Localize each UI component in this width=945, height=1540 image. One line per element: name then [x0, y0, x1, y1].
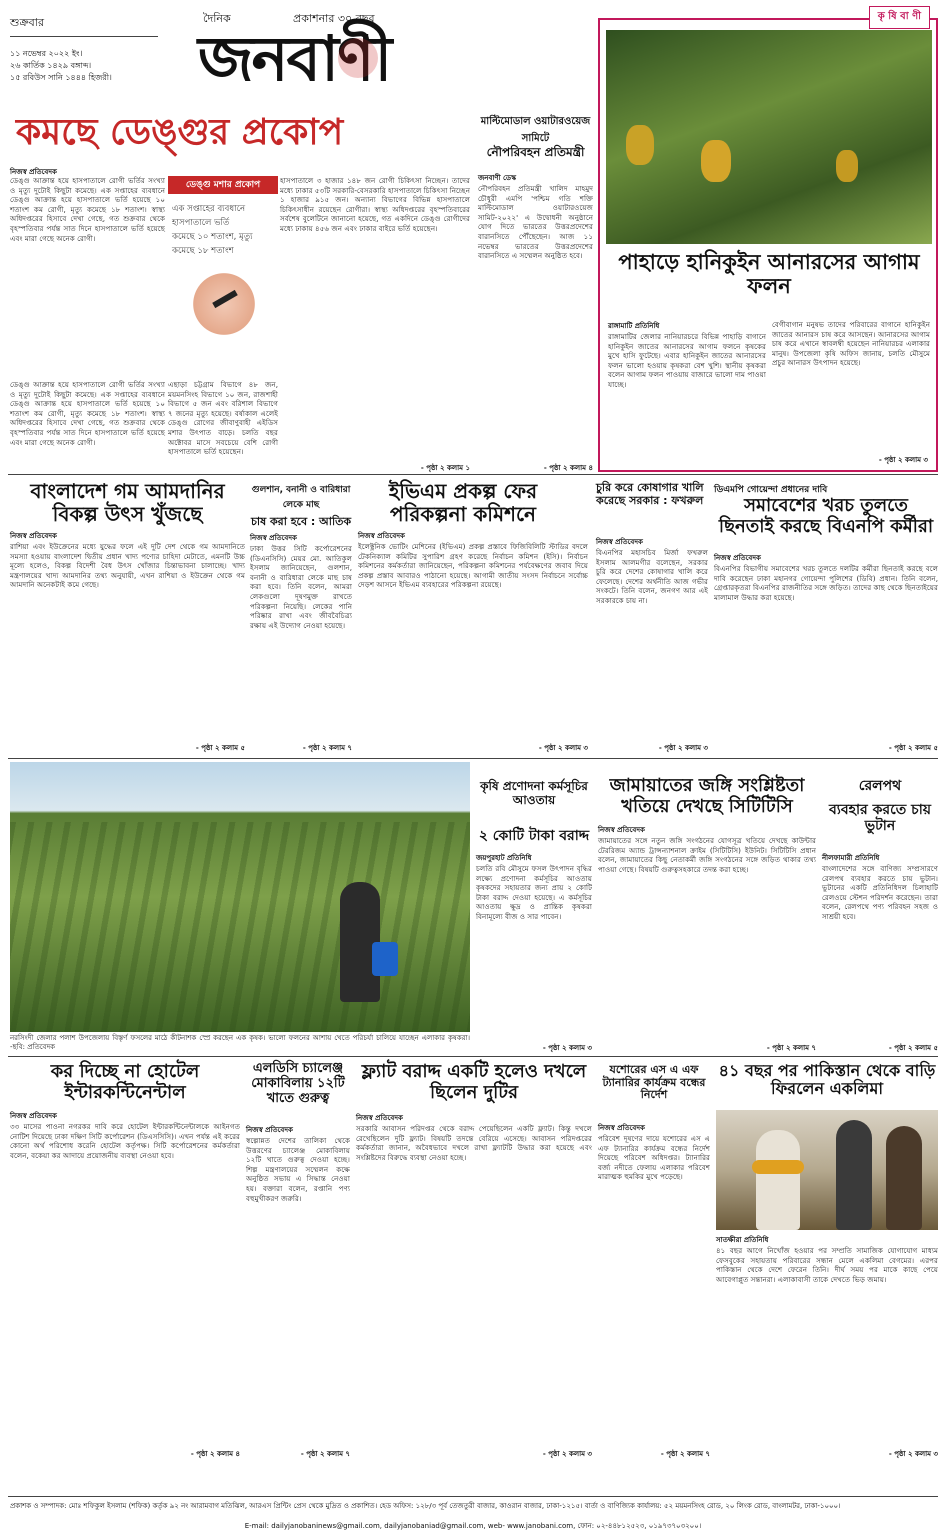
section-divider — [8, 758, 938, 759]
jessore-jump: - পৃষ্ঠা ২ কলাম ৭ — [660, 1450, 710, 1458]
section-divider — [8, 1056, 938, 1057]
rail-jump: - পৃষ্ঠা ২ কলাম ৫ — [888, 1044, 938, 1052]
day-label: শুক্রবার — [10, 16, 45, 29]
pakistan-jump: - পৃষ্ঠা ২ কলাম ৩ — [888, 1450, 938, 1458]
fish-kicker: গুলশান, বনানী ও বারিধারা লেকে মাছ — [251, 485, 351, 510]
import-text: রাশিয়া এবং ইউক্রেনের মধ্যে যুদ্ধের ফলে এই দুটি দেশ থেকে গম আমদানিতে সমস্যা হওয়ায় বাংলাদেশ দ্বিতীয় প্রধান খাদ্য পণ্যের চাহিদা মেটাতে, এমনটি উচ্চ মূল্যে হলেও, বিকল্প বিদেশী বৈধ উৎস খোঁজার চিন্তাভাবনা চালাচ্ছে। খাদ্য মন্ত্রণালয়ের খাদ্য আমদানির তথ্য অনুযায়ী, এখন রাশিয়া ও ইউক্রেন থেকে গম আমদানি অনেকটাই কমে গেছে। — [10, 542, 245, 590]
pineapple-fruit — [836, 150, 858, 182]
person-figure — [836, 1120, 872, 1230]
fish-jump: - পৃষ্ঠা ২ কলাম ৭ — [302, 744, 352, 752]
pineapple-fruit — [701, 140, 731, 182]
treasury-text: বিএনপির মহাসচিব মির্জা ফখরুল ইসলাম আলমগীর বলেছেন, সরকার চুরি করে দেশের কোষাগার খালি করে ফেলেছে। দেশের অর্থনীতি আজ গভীর সংকটে। তিনি বলেন, জনগণ আর এই সরকারকে চায় না। — [596, 548, 708, 605]
pakistan-text: ৪১ বছর আগে নিখোঁজ হওয়ার পর সম্প্রতি সামাজিক যোগাযোগ মাধ্যম ফেসবুকের সহায়তায় পরিবারের সন্ধান মেলে একলিমা বেগমের। এরপর পাকিস্তান থেকে দেশে ফেরেন তিনি। দীর্ঘ সময় পর মাকে কাছে পেয়ে আবেগাপ্লুত সন্তানরা। এলাকাবাসী তাকে দেখতে ভিড় জমায়। — [716, 1246, 938, 1284]
treasury-jump: - পৃষ্ঠা ২ কলাম ৩ — [658, 744, 708, 752]
waterways-byline: জনবাণী ডেস্ক — [478, 174, 517, 182]
farmer-spraying-photo — [10, 762, 470, 1032]
ldc-jump: - পৃষ্ঠা ২ কলাম ৭ — [300, 1450, 350, 1458]
dengue-headline: কমছে ডেঙ্গুর প্রকোপ — [16, 112, 344, 153]
fish-headline: চাষ করা হবে : আতিক — [250, 515, 352, 528]
flat-text: সরকারি আবাসন পরিদপ্তর থেকে বরাদ্দ পেয়েছিলেন একটি ফ্ল্যাট। কিন্তু দখলে রেখেছিলেন দুটি ফ্ল্যাট। বিষয়টি তদন্তে বেরিয়ে এসেছে। আবাসন পরিদপ্তরের কর্মকর্তারা জানান, অবৈধভাবে দখলে রাখা ফ্ল্যাটটি উদ্ধার করা হয়েছে এবং সংশ্লিষ্টদের বিরুদ্ধে ব্যবস্থা নেওয়া হচ্ছে। — [356, 1124, 592, 1162]
rail-headline: ব্যবহার করতে চায় ভুটান — [829, 802, 931, 835]
anniversary-label: প্রকাশনার ৩০ বছর — [293, 12, 375, 25]
dengue-byline: নিজস্ব প্রতিবেদক — [10, 168, 57, 176]
hotel-jump: - পৃষ্ঠা ২ কলাম ৪ — [190, 1450, 240, 1458]
sprayer-tank — [372, 942, 398, 976]
date-hijri: ১৫ রবিউস সানি ১৪৪৪ হিজরী। — [10, 73, 112, 82]
flat-headline: ফ্ল্যাট বরাদ্দ একটি হলেও দখলে ছিলেন দুটির — [361, 1061, 587, 1103]
agri-fund-byline: জয়পুরহাট প্রতিনিধি — [476, 854, 532, 862]
fish-byline: নিজস্ব প্রতিবেদক — [250, 534, 297, 542]
import-headline: বাংলাদেশ গম আমদানির বিকল্প উৎস খুঁজছে — [30, 479, 225, 526]
person-figure — [886, 1126, 922, 1230]
jamaat-text: জামায়াতের সঙ্গে নতুন জঙ্গি সংগঠনের যোগসূত্র খতিয়ে দেখছে কাউন্টার টেররিজম অ্যান্ড ট্রান্সন্যাশনাল ক্রাইম (সিটিটিসি) ইউনিট। সিটিটিসি প্রধান বলেন, জামায়াতের কিছু নেতাকর্মী জঙ্গি সংগঠনের সঙ্গে জড়িত থাকার তথ্য পাওয়া গেছে। বিষয়টি গুরুত্বসহকারে তদন্ত করা হচ্ছে। — [598, 836, 816, 874]
hotel-byline: নিজস্ব প্রতিবেদক — [10, 1112, 57, 1120]
waterways-kicker: মাল্টিমোডাল ওয়াটারওয়েজ সামিটে — [480, 116, 591, 144]
logo-accent — [338, 38, 378, 78]
rally-headline: সমাবেশের খরচ তুলতে ছিনতাই করছে বিএনপি কর্মীরা — [718, 495, 934, 537]
agri-fund-headline: ২ কোটি টাকা বরাদ্দ — [478, 828, 590, 844]
footer-divider — [8, 1496, 938, 1497]
jessore-text: পরিবেশ দূষণের দায়ে যশোরের এস এ এফ ট্যানারির কার্যক্রম বন্ধের নির্দেশ দিয়েছে পরিবেশ অধিদপ্তর। ট্যানারির বর্জ্য নদীতে ফেলায় এলাকার পরিবেশ মারাত্মক হুমকির মুখে পড়েছে। — [598, 1134, 710, 1182]
import-jump: - পৃষ্ঠা ২ কলাম ৫ — [195, 744, 245, 752]
pakistan-byline: সাতক্ষীরা প্রতিনিধি — [716, 1236, 769, 1244]
footer-contact: E-mail: dailyjanobaninews@gmail.com, dailyjanobaniad@gmail.com, web- www.janobani.com, ফোন: ০২-৪৪৮১২৫২৩, ০১৯৭৩৭০৩২০০। — [244, 1522, 702, 1530]
dengue-infobox — [168, 176, 278, 376]
dengue-text-col3: এছাড়া চট্টগ্রাম বিভাগে ৪৮ জন, ময়মনসিংহ বিভাগে ১০ জন, রাজশাহী বিভাগে ৫ জন এবং বরিশাল বিভাগে ৭ জনের মৃত্যু হয়েছে। বর্ষাকাল এলেই ডেঙ্গু রোগের জীবাণুবাহী এইডিস মশার উৎপাত বাড়ে। চলতি বছর অক্টোবর মাসে সবচেয়ে বেশি রোগী হাসপাতালে ভর্তি হয়েছেন। — [168, 380, 278, 457]
treasury-byline: নিজস্ব প্রতিবেদক — [596, 538, 643, 546]
dengue-infobox-line: হাসপাতালে ভর্তি — [172, 218, 230, 228]
treasury-headline: চুরি করে কোষাগার খালি করেছে সরকার : ফখরুল — [596, 481, 704, 507]
evm-jump: - পৃষ্ঠা ২ কলাম ৩ — [538, 744, 588, 752]
evm-text: ইলেক্ট্রনিক ভোটিং মেশিনের (ইভিএম) প্রকল্প প্রস্তাবে ফিজিবিলিটি স্টাডির বদলে টেকনিক্যাল কমিটির সুপারিশ গ্রহণ করেছে নির্বাচন কমিশন (ইসি)। নির্বাচন কমিশনের কর্মকর্তারা জানিয়েছেন, পরিকল্পনা কমিশনের পর্যবেক্ষণের জবাব দিয়ে প্রকল্প প্রস্তাব আবারও পাঠানো হয়েছে। আগামী জাতীয় সংসদ নির্বাচনে সর্বোচ্চ দেড়শ আসনে ইভিএম ব্যবহারের পরিকল্পনা রয়েছে। — [358, 542, 588, 590]
hotel-text: ৩৩ মাসের পাওনা নগরকর দাবি করে হোটেল ইন্টারকন্টিনেন্টালকে আইনগত নোটিশ দিয়েছে ঢাকা দক্ষিণ সিটি কর্পোরেশন (ডিএসসিসি)। এখন পর্যন্ত এই করের কোনো অর্থ পরিশোধ করেনি হোটেল কর্তৃপক্ষ। সিটি কর্পোরেশনের কর্মকর্তারা বলেন, বকেয়া কর আদায়ে প্রয়োজনীয় ব্যবস্থা নেওয়া হবে। — [10, 1122, 240, 1160]
waterways-text: নৌপরিবহন প্রতিমন্ত্রী খালিদ মাহমুদ চৌধুরী এমপি 'পশ্চিম গতি শক্তি মাল্টিমোডাল ওয়াটারওয়েজ সামিট-২০২২' এ উদ্বোধনী অনুষ্ঠানে যোগ দিতে ভারতের উত্তরপ্রদেশের বারানসিতে পৌঁছেছেন। আজ ১১ নভেম্বর ভারতের উত্তরপ্রদেশের বারানসিতে এ সম্মেলন অনুষ্ঠিত হবে। — [478, 184, 593, 261]
footer-imprint: প্রকাশক ও সম্পাদক: মোঃ শফিকুল ইসলাম (শফিক) কর্তৃক ৯২ নং আরামবাগ মতিঝিল, আরএস প্রিন্টিং প্রেস থেকে মুদ্রিত ও প্রকাশিত। হেড অফিস: ১২৮/৩ পূর্ব তেজতুরী বাজার, কাওরান বাজার, ঢাকা-১২১৫। বার্তা ও বাণিজ্যিক কার্যালয়: ৫২ ময়মনসিংহ রোড, ২০ লিংক রোড, বাংলামটর, ঢাকা-১০০০। — [10, 1502, 841, 1510]
fish-text: ঢাকা উত্তর সিটি কর্পোরেশনের (ডিএনসিসি) মেয়র মো. আতিকুল ইসলাম জানিয়েছেন, গুলশান, বনানী ও বারিধারা লেকে মাছ চাষ করা হবে। তিনি বলেন, আমরা লেকগুলো দূষণমুক্ত রাখতে পরিকল্পনা নিয়েছি। লেকের পানি পরিষ্কার রাখা এবং জীববৈচিত্র্য রক্ষায় এই উদ্যোগ নেওয়া হয়েছে। — [250, 544, 352, 630]
evm-byline: নিজস্ব প্রতিবেদক — [358, 532, 405, 540]
agri-fund-text: চলতি রবি মৌসুমে ফসল উৎপাদন বৃদ্ধির লক্ষ্যে প্রণোদনা কর্মসূচির আওতায় কৃষকদের সহায়তার জন্য প্রায় ২ কোটি টাকা বরাদ্দ দেওয়া হয়েছে। এ কর্মসূচির আওতায় ক্ষুদ্র ও প্রান্তিক কৃষকরা বিনামূল্যে বীজ ও সার পাবেন। — [476, 864, 592, 921]
date-bangla: ২৬ কার্তিক ১৪২৯ বঙ্গাব্দ। — [10, 61, 92, 70]
krishi-bani-box — [598, 11, 938, 472]
dengue-text-col4: ডেঙ্গু আক্রান্ত হয়ে হাসপাতালে রোগী ভর্তির সংখ্যা ও মৃত্যু দুটোই কিছুটা কমেছে। এক সপ্তাহের ব্যবধানে ডেঙ্গু আক্রান্ত হয়ে হাসপাতালে ভর্তি হয়েছে ১০ শতাংশ কম রোগী, মৃত্যু কমেছে ১৮ শতাংশ। স্বাস্থ্য অধিদপ্তরের হিসাবে দেখা গেছে, গত শুক্রবার থেকে বৃহস্পতিবার পর্যন্ত সাত দিনে হাসপাতালে ভর্তি হয়েছে এবং মারা গেছে অনেক রোগী। — [10, 380, 165, 447]
rally-byline: নিজস্ব প্রতিবেদক — [714, 554, 761, 562]
krishi-tag: কৃ ষি বা ণী — [869, 6, 930, 29]
waterways-headline: নৌপরিবহন প্রতিমন্ত্রী — [486, 145, 585, 159]
mosquito-illustration — [188, 268, 260, 340]
date-gregorian: ১১ নভেম্বর ২০২২ ইং। — [10, 49, 83, 58]
agri-fund-kicker: কৃষি প্রণোদনা কর্মসূচির আওতায় — [480, 779, 588, 807]
dengue-text-col1: ডেঙ্গু আক্রান্ত হয়ে হাসপাতালে রোগী ভর্তির সংখ্যা ও মৃত্যু দুটোই কিছুটা কমেছে। এক সপ্তাহের ব্যবধানে ডেঙ্গু আক্রান্ত হয়ে হাসপাতালে ভর্তি হয়েছে ১০ শতাংশ কম রোগী, মৃত্যু কমেছে ১৮ শতাংশ। স্বাস্থ্য অধিদপ্তরের হিসাবে দেখা গেছে, গত শুক্রবার থেকে বৃহস্পতিবার পর্যন্ত সাত দিনে হাসপাতালে ভর্তি হয়েছে এবং মারা গেছে অনেক রোগী। — [10, 176, 165, 243]
rail-text: বাংলাদেশের সঙ্গে বাণিজ্য সম্প্রসারণে রেলপথ ব্যবহার করতে চায় ভুটান। ভুটানের একটি প্রতিনিধিদল চিলাহাটি রেলওয়ে স্টেশন পরিদর্শন করেছেন। তারা বলেন, রেলপথে পণ্য পরিবহন সহজ ও সাশ্রয়ী হবে। — [822, 864, 938, 921]
dengue-text-col2: হাসপাতালে ৩ হাজার ১৪৮ জন রোগী চিকিৎসা নিচ্ছেন। তাদের মধ্যে ঢাকার ৫৩টি সরকারি-বেসরকারি হাসপাতালে চিকিৎসা নিচ্ছেন ১ হাজার ৯১৫ জন। অন্যান্য বিভাগের বিভিন্ন হাসপাতালে চিকিৎসাধীন রয়েছেন রোগীরা। স্বাস্থ্য অধিদপ্তরের বৃহস্পতিবারের সর্বশেষ বুলেটিনে জানানো হয়েছে, গত একদিনে ডেঙ্গু রোগীদের মধ্যে ঢাকায় ৪৫৬ জন এবং ঢাকার বাইরে ভর্তি হয়েছেন। — [280, 176, 470, 233]
flower-garland — [752, 1160, 804, 1174]
krishi-byline: রাঙ্গামাটি প্রতিনিধি — [608, 322, 660, 330]
flat-byline: নিজস্ব প্রতিবেদক — [356, 1114, 403, 1122]
crop-rows — [10, 822, 470, 1032]
ldc-headline: এলডিসি চ্যালেঞ্জ মোকাবিলায় ১২টি খাতে গুরুত্ব — [251, 1061, 345, 1106]
photo-caption: নরসিংদী জেলার পলাশ উপজেলায় বিস্তৃর্ণ ফসলের মাঠে কীটনাশক স্প্রে করছেন এক কৃষক। ভালো ফলনের আশায় খেতে পরিচর্যা চালিয়ে যাচ্ছেন এলাকার কৃষকরা। -ছবি: প্রতিবেদক — [10, 1034, 470, 1051]
pineapple-fruit — [626, 125, 654, 165]
waterways-jump: - পৃষ্ঠা ২ কলাম ৪ — [543, 464, 593, 472]
rally-text: বিএনপির বিভাগীয় সমাবেশের খরচ তুলতে দলটির কর্মীরা ছিনতাই করছে বলে দাবি করেছেন ঢাকা মহানগর গোয়েন্দা পুলিশের (ডিবি) প্রধান। তিনি বলেন, গ্রেপ্তারকৃতরা বিএনপির রাজনীতির সঙ্গে জড়িত। তাদের কাছ থেকে ছিনতাইয়ের মালামাল উদ্ধার করা হয়েছে। — [714, 564, 938, 602]
rail-byline: নীলফামারী প্রতিনিধি — [822, 854, 880, 862]
eklima-homecoming-photo — [716, 1110, 938, 1230]
jamaat-byline: নিজস্ব প্রতিবেদক — [598, 826, 645, 834]
jessore-headline: যশোরের এস এ এফ ট্যানারির কার্যক্রম বন্ধের নির্দেশ — [602, 1063, 706, 1102]
masthead — [8, 8, 593, 100]
jessore-byline: নিজস্ব প্রতিবেদক — [598, 1124, 645, 1132]
mosquito-icon — [212, 290, 238, 308]
import-byline: নিজস্ব প্রতিবেদক — [10, 532, 57, 540]
rally-kicker: ডিএমপি গোয়েন্দা প্রধানের দাবি — [714, 485, 828, 495]
jamaat-jump: - পৃষ্ঠা ২ কলাম ৭ — [766, 1044, 816, 1052]
krishi-jump: - পৃষ্ঠা ২ কলাম ৩ — [878, 456, 928, 464]
pakistan-headline: ৪১ বছর পর পাকিস্তান থেকে বাড়ি ফিরলেন একলিমা — [718, 1061, 936, 1099]
evm-headline: ইভিএম প্রকল্প ফের পরিকল্পনা কমিশনে — [388, 479, 538, 526]
jamaat-headline: জামায়াতের জঙ্গি সংশ্লিষ্টতা খতিয়ে দেখছে সিটিটিসি — [609, 775, 805, 817]
person-figure — [756, 1130, 800, 1230]
dengue-infobox-line: কমেছে ১০ শতাংশ, মৃত্যু — [172, 232, 253, 242]
newspaper-logo: জনবাণী — [198, 22, 391, 95]
ldc-byline: নিজস্ব প্রতিবেদক — [246, 1126, 293, 1134]
dengue-infobox-line: কমেছে ১৮ শতাংশ — [172, 246, 234, 256]
krishi-headline: পাহাড়ে হানিকুইন আনারসের আগাম ফলন — [618, 250, 920, 299]
rail-kicker: রেলপথ — [858, 778, 902, 794]
agri-fund-jump: - পৃষ্ঠা ২ কলাম ৩ — [542, 1044, 592, 1052]
date-divider — [10, 36, 158, 37]
dengue-infobox-title: ডেঙ্গু মশার প্রকোপ — [168, 176, 278, 194]
dengue-jump: - পৃষ্ঠা ২ কলাম ১ — [420, 464, 470, 472]
krishi-text-col2: বেগীবাগান মনুষভ তাদের পরিবারের বাগানে হানিকুইন জাতের আনারস চাষ করে আসছেন। আনারসের আগাম চাষ করে এখানে স্বাবলম্বী হয়েছেন নানিয়ারচর এলাকার মানুষ। উপজেলা কৃষি অফিস জানায়, চলতি মৌসুমে প্রচুর আনারস উৎপাদন হয়েছে। — [772, 320, 930, 368]
krishi-text-col1: রাঙ্গামাটির জেলার নানিয়ারচরে বিভিন্ন পাহাড়ি বাগানে হানিকুইন জাতের আনারসের আগাম ফলনে কৃষকের মুখে হাসি ফুটেছে। এবার হানিকুইন জাতের আনারসের ফলন ভালো হওয়ায় কৃষকরা বেশ খুশি। স্থানীয় কৃষকরা বলেন আগাম ফলন পাওয়ায় বাজারে ভালো দাম পাওয়া যাচ্ছে। — [608, 332, 766, 389]
section-divider — [8, 474, 938, 475]
dengue-infobox-line: এক সপ্তাহের ব্যবধানে — [172, 204, 246, 214]
flat-jump: - পৃষ্ঠা ২ কলাম ৩ — [542, 1450, 592, 1458]
rally-jump: - পৃষ্ঠা ২ কলাম ৫ — [888, 744, 938, 752]
ldc-text: স্বল্পোন্নত দেশের তালিকা থেকে উত্তরণের চ্যালেঞ্জ মোকাবিলায় ১২টি খাতে গুরুত্ব দেওয়া হচ্ছে। শিল্প মন্ত্রণালয়ের সম্মেলন কক্ষে অনুষ্ঠিত সভায় এ সিদ্ধান্ত নেওয়া হয়। বক্তারা বলেন, রপ্তানি পণ্য বহুমুখীকরণ জরুরি। — [246, 1136, 350, 1203]
pineapple-photo — [606, 30, 932, 244]
daily-label: দৈনিক — [203, 12, 231, 25]
hotel-headline: কর দিচ্ছে না হোটেল ইন্টারকন্টিনেন্টাল — [50, 1061, 200, 1103]
